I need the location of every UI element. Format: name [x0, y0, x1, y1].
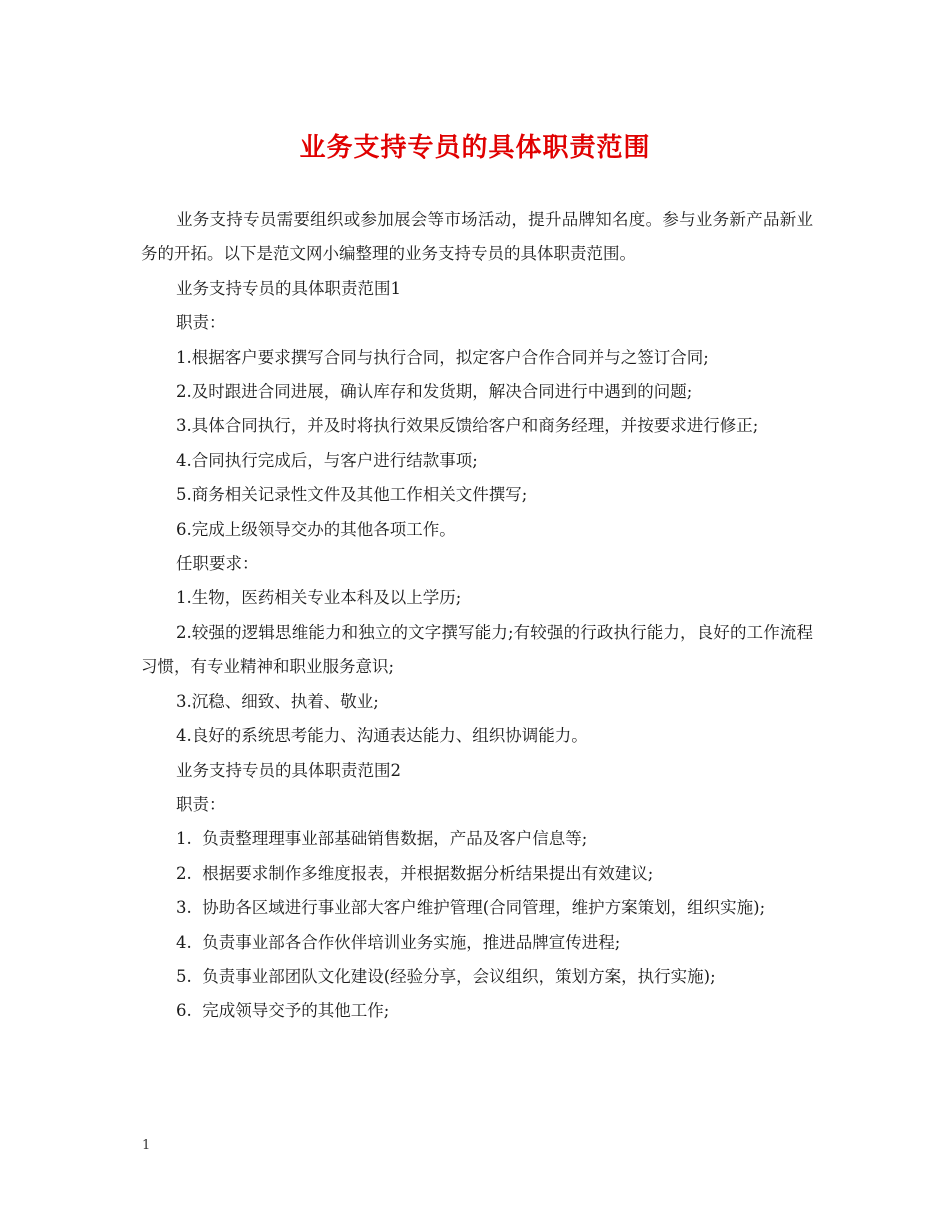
- list-item: 4.合同执行完成后，与客户进行结款事项;: [176, 450, 478, 470]
- list-item: 2. 根据要求制作多维度报表，并根据数据分析结果提出有效建议;: [176, 863, 654, 883]
- paragraph: 业务支持专员需要组织或参加展会等市场活动，提升品牌知名度。参与业务新产品新业务的开拓。以下是范文网小编整理的业务支持专员的具体职责范围。: [141, 210, 813, 264]
- page-number: 1: [142, 1138, 151, 1153]
- list-item: 1. 负责整理理事业部基础销售数据，产品及客户信息等;: [176, 829, 588, 849]
- list-item: 3.具体合同执行，并及时将执行效果反馈给客户和商务经理，并按要求进行修正;: [176, 416, 759, 436]
- list-item: 6.完成上级领导交办的其他各项工作。: [176, 519, 456, 539]
- list-item: 3.沉稳、细致、执着、敬业;: [176, 691, 379, 711]
- list-item: 1.生物，医药相关专业本科及以上学历;: [176, 588, 462, 608]
- subsection-label: 任职要求：: [176, 554, 259, 574]
- section-heading: 业务支持专员的具体职责范围2: [176, 760, 401, 780]
- list-item: 2.较强的逻辑思维能力和独立的文字撰写能力;有较强的行政执行能力，良好的工作流程习惯，有专业精神和职业服务意识;: [141, 622, 813, 677]
- list-item: 5.商务相关记录性文件及其他工作相关文件撰写;: [176, 485, 528, 505]
- list-item: 6. 完成领导交予的其他工作;: [176, 1001, 390, 1021]
- list-item: 4.良好的系统思考能力、沟通表达能力、组织协调能力。: [176, 726, 588, 746]
- list-item: 3. 协助各区域进行事业部大客户维护管理(合同管理，维护方案策划，组织实施);: [176, 898, 766, 918]
- section-heading: 业务支持专员的具体职责范围1: [176, 278, 401, 298]
- document-body: [141, 203, 813, 1029]
- document-title: 业务支持专员的具体职责范围: [299, 133, 651, 163]
- subsection-label: 职责：: [176, 794, 226, 814]
- list-item: 2.及时跟进合同进展，确认库存和发货期，解决合同进行中遇到的问题;: [176, 382, 693, 402]
- subsection-label: 职责：: [176, 313, 226, 333]
- list-item: 5. 负责事业部团队文化建设(经验分享，会议组织，策划方案，执行实施);: [176, 966, 716, 986]
- list-item: 1.根据客户要求撰写合同与执行合同，拟定客户合作合同并与之签订合同;: [176, 347, 709, 367]
- list-item: 4. 负责事业部各合作伙伴培训业务实施，推进品牌宣传进程;: [176, 932, 621, 952]
